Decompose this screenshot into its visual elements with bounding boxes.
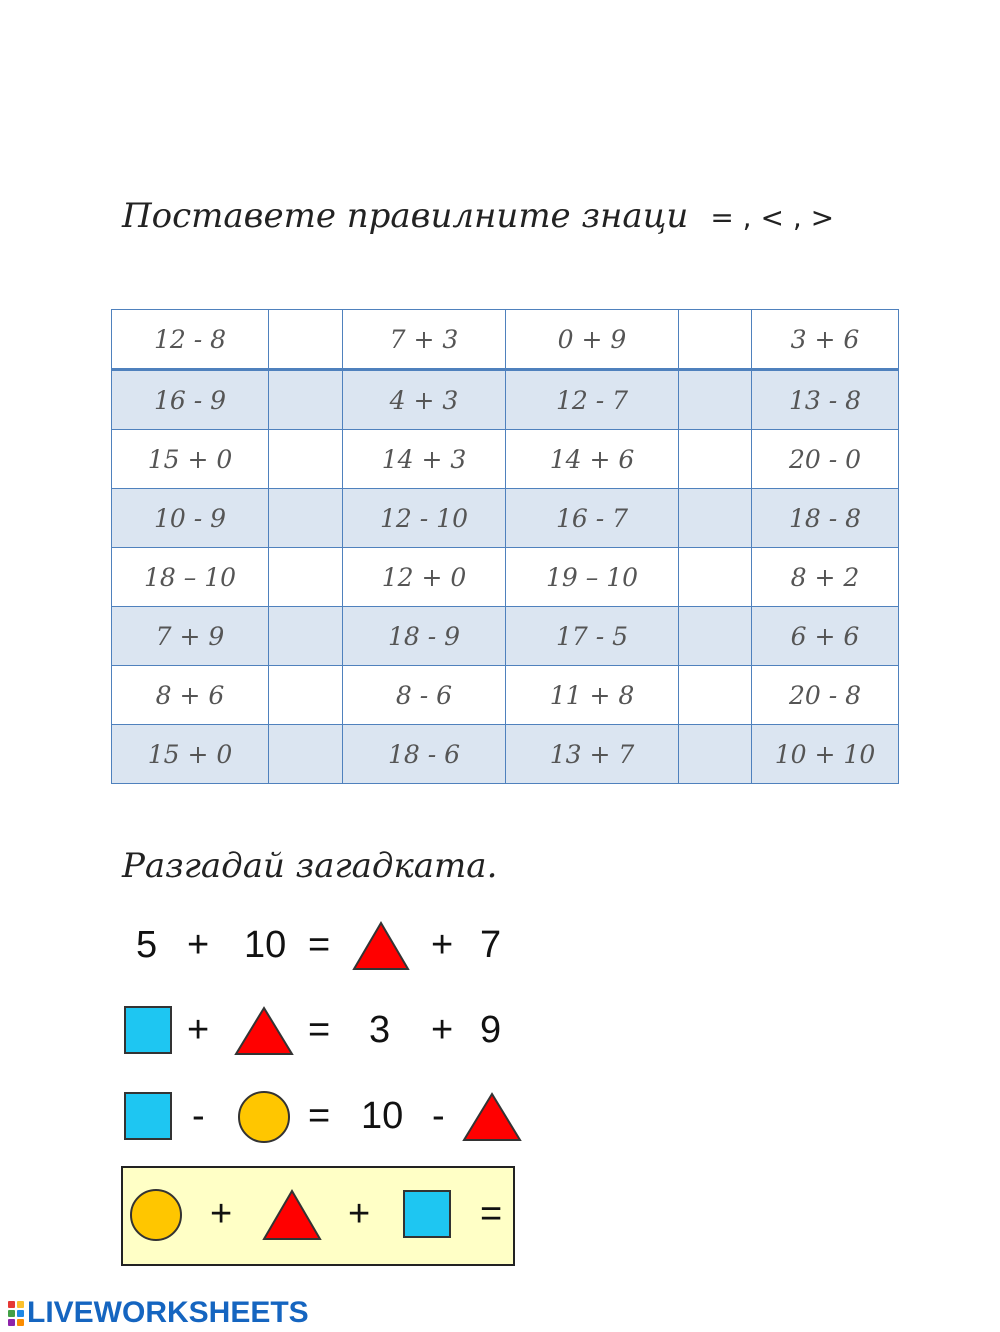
eq2-plus-2: + [431,1009,454,1051]
eq2-number-b: 9 [480,1009,502,1051]
eq3-minus: - [192,1095,205,1137]
task2-title: Разгадай загадката. [122,846,498,886]
expression-cell: 12 - 8 [112,310,269,370]
expression-cell: 18 - 6 [343,725,506,784]
expression-cell: 17 - 5 [506,607,679,666]
expression-cell: 0 + 9 [506,310,679,370]
expression-cell: 13 + 7 [506,725,679,784]
expression-cell: 11 + 8 [506,666,679,725]
sign-answer-cell[interactable] [679,548,752,607]
expression-cell: 14 + 3 [343,430,506,489]
eq2-equals: = [308,1009,331,1051]
task1-signs: = , < , > [710,201,835,234]
eq2-triangle-icon [234,1006,294,1056]
sign-answer-cell[interactable] [679,666,752,725]
sign-answer-cell[interactable] [679,489,752,548]
expression-cell: 8 - 6 [343,666,506,725]
logo-mark-icon [8,1301,24,1326]
expression-cell: 18 - 9 [343,607,506,666]
sign-answer-cell[interactable] [679,607,752,666]
task1-title [122,186,834,246]
table-row [112,548,899,607]
expression-cell: 7 + 9 [112,607,269,666]
sign-answer-cell[interactable] [269,430,343,489]
eq4-square-icon [403,1190,451,1238]
expression-cell: 20 - 0 [752,430,899,489]
expression-cell: 16 - 7 [506,489,679,548]
eq3-circle-icon [238,1091,290,1143]
expression-cell: 15 + 0 [112,725,269,784]
table-row [112,310,899,370]
expression-cell: 16 - 9 [112,370,269,430]
sign-answer-cell[interactable] [269,548,343,607]
expression-cell: 4 + 3 [343,370,506,430]
eq3-square-icon [124,1092,172,1140]
expression-cell: 15 + 0 [112,430,269,489]
expression-cell: 8 + 2 [752,548,899,607]
expression-cell: 12 + 0 [343,548,506,607]
eq1-triangle-icon [352,921,410,971]
eq1-number-a: 5 [136,924,158,966]
eq2-number-a: 3 [369,1009,391,1051]
task1-title-text: Поставете правилните знаци [122,196,689,236]
sign-answer-cell[interactable] [679,310,752,370]
eq1-number-b: 10 [244,924,287,966]
table-row [112,370,899,430]
eq4-plus: + [210,1193,233,1235]
expression-cell: 18 – 10 [112,548,269,607]
table-row [112,489,899,548]
eq4-circle-icon [130,1189,182,1241]
eq1-plus: + [187,924,210,966]
expression-cell: 12 - 7 [506,370,679,430]
table-row [112,725,899,784]
expression-cell: 19 – 10 [506,548,679,607]
expression-cell: 13 - 8 [752,370,899,430]
expression-cell: 7 + 3 [343,310,506,370]
eq2-square-icon [124,1006,172,1054]
sign-answer-cell[interactable] [269,370,343,430]
sign-answer-cell[interactable] [269,310,343,370]
eq2-plus: + [187,1009,210,1051]
sign-answer-cell[interactable] [269,725,343,784]
expression-cell: 10 - 9 [112,489,269,548]
expression-cell: 20 - 8 [752,666,899,725]
sign-answer-cell[interactable] [679,430,752,489]
sign-answer-cell[interactable] [679,725,752,784]
eq1-equals: = [308,924,331,966]
eq3-equals: = [308,1095,331,1137]
expression-cell: 3 + 6 [752,310,899,370]
expression-cell: 14 + 6 [506,430,679,489]
table-row [112,666,899,725]
expression-cell: 6 + 6 [752,607,899,666]
sign-answer-cell[interactable] [679,370,752,430]
eq3-number-a: 10 [361,1095,404,1137]
liveworksheets-logo [8,1296,309,1330]
sign-answer-cell[interactable] [269,489,343,548]
eq3-triangle-icon [462,1092,522,1142]
expression-cell: 8 + 6 [112,666,269,725]
eq1-number-c: 7 [480,924,502,966]
sign-answer-cell[interactable] [269,666,343,725]
eq4-plus-2: + [348,1193,371,1235]
eq4-triangle-icon [262,1189,322,1241]
comparison-table [111,309,899,784]
eq4-equals: = [480,1193,503,1235]
table-row [112,430,899,489]
expression-cell: 18 - 8 [752,489,899,548]
sign-answer-cell[interactable] [269,607,343,666]
expression-cell: 12 - 10 [343,489,506,548]
eq3-minus-2: - [432,1095,445,1137]
table-row [112,607,899,666]
eq1-plus-2: + [431,924,454,966]
logo-text: LIVEWORKSHEETS [27,1296,309,1329]
expression-cell: 10 + 10 [752,725,899,784]
